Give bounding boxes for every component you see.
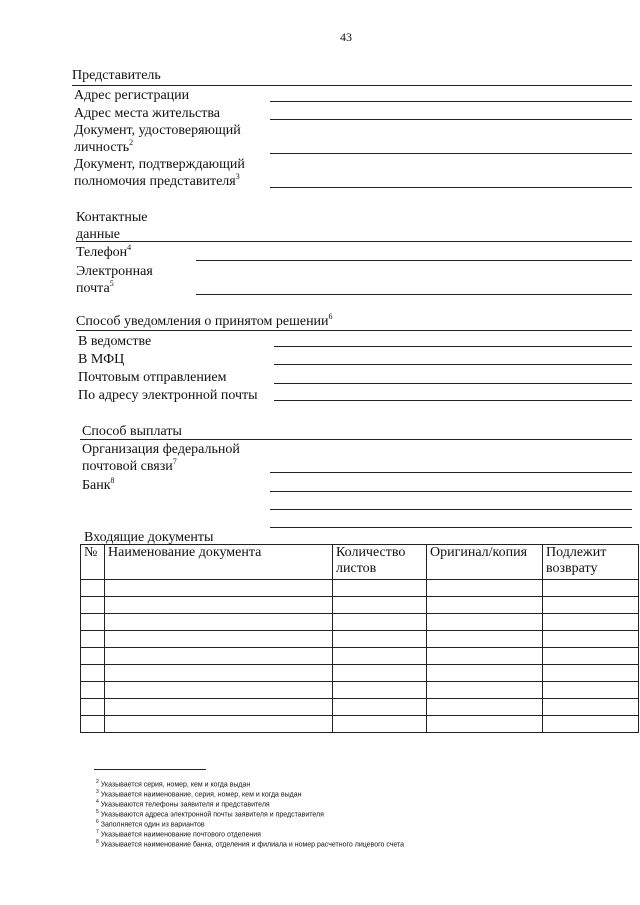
table-row: [81, 682, 639, 699]
notify-email-field[interactable]: [274, 400, 632, 401]
postal-label-text: почтовой связи: [82, 459, 173, 474]
table-body: [81, 580, 639, 733]
registration-address-label: Адрес регистрации: [74, 88, 190, 103]
table-cell[interactable]: [81, 648, 105, 665]
notify-option-email: По адресу электронной почты: [78, 388, 258, 403]
table-cell[interactable]: [81, 699, 105, 716]
email-label-line1: Электронная: [76, 264, 153, 279]
phone-field[interactable]: [196, 260, 632, 261]
email-field[interactable]: [196, 294, 632, 295]
footnote-text: Указывается наименование почтового отделения: [100, 831, 261, 839]
table-cell[interactable]: [543, 648, 639, 665]
notify-mail-field[interactable]: [274, 383, 632, 384]
col-sheets-header: Количество листов: [333, 545, 427, 580]
email-label-text: почта: [76, 281, 110, 296]
table-cell[interactable]: [81, 597, 105, 614]
footnote-number: 3: [96, 789, 99, 795]
table-cell[interactable]: [81, 614, 105, 631]
table-cell[interactable]: [333, 597, 427, 614]
footnote-ref-7: 7: [172, 457, 177, 466]
notification-heading-text: Способ уведомления о принятом решении: [76, 314, 329, 329]
table-cell[interactable]: [81, 682, 105, 699]
bank-field-line1[interactable]: [270, 491, 632, 492]
table-cell[interactable]: [427, 648, 543, 665]
table-cell[interactable]: [105, 682, 333, 699]
email-label-line2: [76, 281, 114, 297]
table-cell[interactable]: [105, 665, 333, 682]
postal-label-line1: Организация федеральной: [82, 442, 240, 457]
table-cell[interactable]: [543, 614, 639, 631]
bank-field-line2[interactable]: [270, 509, 632, 510]
table-cell[interactable]: [333, 614, 427, 631]
residence-address-label: Адрес места жительства: [74, 106, 220, 121]
incoming-docs-heading: Входящие документы: [84, 530, 214, 545]
table-row: [81, 648, 639, 665]
table-cell[interactable]: [333, 648, 427, 665]
col-name-header: Наименование документа: [105, 545, 333, 580]
footnote-ref-4: 4: [127, 243, 132, 252]
authority-doc-field[interactable]: [270, 187, 632, 188]
table-cell[interactable]: [427, 682, 543, 699]
table-cell[interactable]: [105, 648, 333, 665]
col-number-header: №: [81, 545, 105, 580]
table-cell[interactable]: [543, 631, 639, 648]
representative-heading: Представитель: [72, 68, 161, 83]
payment-heading-underline: [80, 439, 632, 440]
footnote-separator: [94, 769, 206, 770]
table-cell[interactable]: [333, 665, 427, 682]
notify-option-office: В ведомстве: [78, 334, 152, 349]
table-cell[interactable]: [105, 597, 333, 614]
footnote-8: [96, 837, 404, 850]
notify-option-mail: Почтовым отправлением: [78, 370, 227, 385]
footnote-text: Указывается наименование банка, отделения и филиала и номер расчетного лицевого счета: [100, 841, 405, 849]
table-header-row: [81, 545, 639, 580]
footnote-ref-2: 2: [129, 138, 134, 147]
footnote-ref-3: 3: [235, 172, 240, 181]
footnote-number: 6: [96, 819, 99, 825]
incoming-docs-table: [80, 544, 639, 733]
table-cell[interactable]: [543, 699, 639, 716]
contacts-heading-line2: данные: [76, 227, 120, 242]
footnote-ref-6: 6: [328, 312, 333, 321]
notification-heading: [76, 314, 333, 330]
footnote-number: 8: [96, 839, 99, 845]
identity-doc-label-text: личность: [74, 140, 130, 155]
table-cell[interactable]: [427, 716, 543, 733]
table-cell[interactable]: [543, 716, 639, 733]
table-cell[interactable]: [543, 682, 639, 699]
table-cell[interactable]: [81, 716, 105, 733]
table-cell[interactable]: [81, 580, 105, 597]
table-cell[interactable]: [543, 580, 639, 597]
table-cell[interactable]: [427, 699, 543, 716]
page-number: 43: [340, 30, 352, 44]
table-cell[interactable]: [333, 682, 427, 699]
footnote-number: 5: [96, 809, 99, 815]
authority-doc-label-text: полномочия представителя: [74, 174, 236, 189]
footnote-text: Указывается серия, номер, кем и когда выдан: [100, 781, 251, 789]
footnote-text: Указываются телефоны заявителя и представителя: [100, 801, 270, 809]
table-cell[interactable]: [543, 665, 639, 682]
postal-field[interactable]: [270, 472, 632, 473]
authority-doc-label-line2: [74, 174, 240, 190]
notify-option-mfc: В МФЦ: [78, 352, 125, 367]
bank-field-line3[interactable]: [270, 527, 632, 528]
footnote-text: Указываются адреса электронной почты заявителя и представителя: [100, 811, 324, 819]
identity-doc-field[interactable]: [270, 153, 632, 154]
table-cell[interactable]: [427, 597, 543, 614]
table-row: [81, 716, 639, 733]
table-row: [81, 631, 639, 648]
footnote-number: 2: [96, 779, 99, 785]
table-cell[interactable]: [333, 580, 427, 597]
table-cell[interactable]: [333, 631, 427, 648]
phone-label: [76, 245, 131, 261]
contacts-heading-line1: Контактные: [76, 210, 148, 225]
notify-office-field[interactable]: [274, 346, 632, 347]
identity-doc-label-line2: [74, 140, 133, 156]
table-cell[interactable]: [81, 665, 105, 682]
footnote-number: 7: [96, 829, 99, 835]
table-cell[interactable]: [427, 614, 543, 631]
col-return-header: Подлежит возврату: [543, 545, 639, 580]
payment-heading: Способ выплаты: [82, 424, 182, 439]
table-cell[interactable]: [105, 716, 333, 733]
contacts-heading-underline: [76, 241, 632, 242]
table-cell[interactable]: [427, 631, 543, 648]
table-cell[interactable]: [105, 580, 333, 597]
table-row: [81, 614, 639, 631]
footnote-number: 4: [96, 799, 99, 805]
residence-address-field[interactable]: [270, 119, 632, 120]
notification-heading-underline: [76, 330, 632, 331]
table-cell[interactable]: [333, 716, 427, 733]
table-cell[interactable]: [427, 580, 543, 597]
table-cell[interactable]: [333, 699, 427, 716]
footnote-ref-8: 8: [110, 476, 115, 485]
table-row: [81, 597, 639, 614]
footnote-text: Указывается наименование, серия, номер, кем и когда выдан: [100, 791, 302, 799]
table-cell[interactable]: [427, 665, 543, 682]
phone-label-text: Телефон: [76, 245, 128, 260]
bank-label: [82, 478, 115, 494]
footnote-ref-5: 5: [109, 279, 114, 288]
table-cell[interactable]: [105, 699, 333, 716]
identity-doc-label-line1: Документ, удостоверяющий: [74, 123, 241, 138]
table-cell[interactable]: [543, 597, 639, 614]
table-cell[interactable]: [81, 631, 105, 648]
postal-label-line2: [82, 459, 177, 475]
notify-mfc-field[interactable]: [274, 364, 632, 365]
table-cell[interactable]: [105, 614, 333, 631]
representative-heading-underline: [72, 85, 632, 86]
table-row: [81, 580, 639, 597]
col-original-copy-header: Оригинал/копия: [427, 545, 543, 580]
table-cell[interactable]: [105, 631, 333, 648]
bank-label-text: Банк: [82, 478, 111, 493]
table-row: [81, 665, 639, 682]
registration-address-field[interactable]: [270, 101, 632, 102]
footnote-text: Заполняется один из вариантов: [100, 821, 205, 829]
authority-doc-label-line1: Документ, подтверждающий: [74, 157, 245, 172]
table-row: [81, 699, 639, 716]
